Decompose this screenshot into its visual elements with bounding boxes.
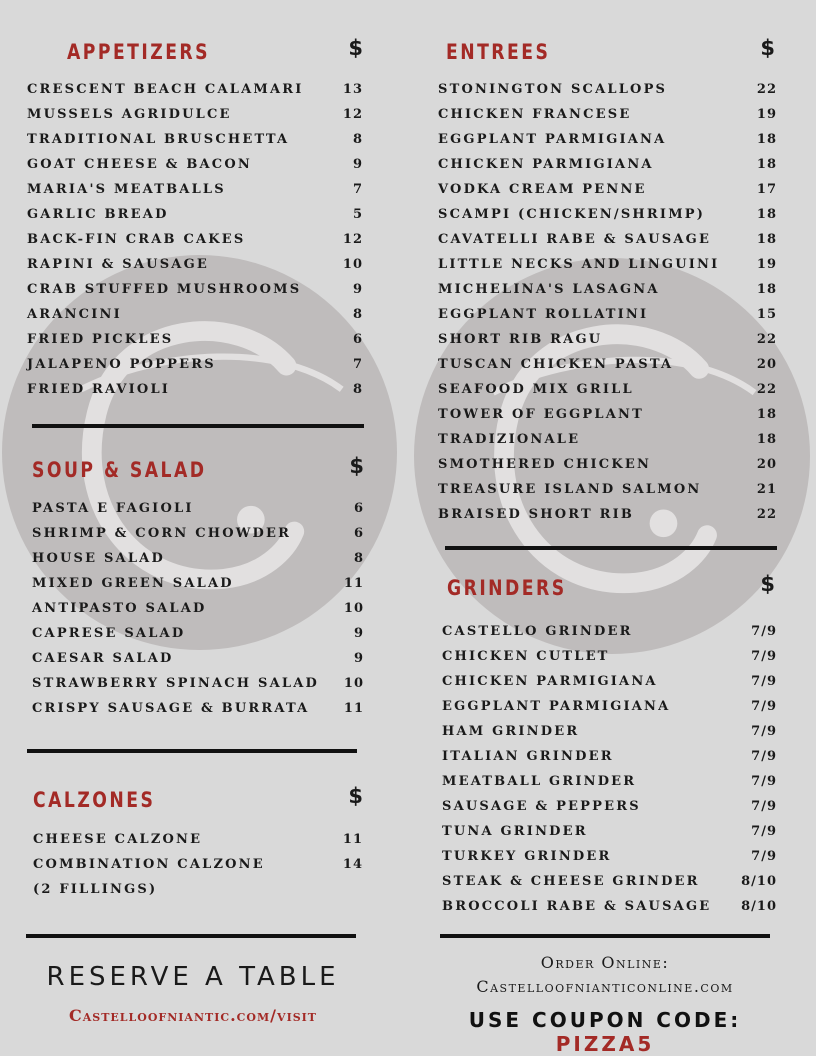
item-name: EGGPLANT PARMIGIANA xyxy=(438,132,667,147)
item-name: SHRIMP & CORN CHOWDER xyxy=(32,526,292,541)
item-price: 18 xyxy=(756,157,777,172)
item-price: 19 xyxy=(756,257,777,272)
item-price: 11 xyxy=(342,832,363,847)
item-price: 8/10 xyxy=(741,899,777,914)
item-name: STRAWBERRY SPINACH SALAD xyxy=(32,676,319,691)
item-name: SCAMPI (CHICKEN/SHRIMP) xyxy=(438,207,706,222)
menu-item xyxy=(32,521,364,546)
item-name: MARIA'S MEATBALLS xyxy=(27,182,226,197)
section-title: CALZONES xyxy=(33,788,156,812)
menu-item xyxy=(32,596,364,621)
dollar-sign: $ xyxy=(349,454,364,478)
item-price: 22 xyxy=(756,382,777,397)
item-name: BACK-FIN CRAB CAKES xyxy=(27,232,246,247)
item-name: STONINGTON SCALLOPS xyxy=(438,82,668,97)
item-price: 9 xyxy=(352,157,363,172)
menu-item xyxy=(442,869,777,894)
dollar-sign: $ xyxy=(348,36,363,60)
menu-item xyxy=(27,277,363,302)
reserve-url-link[interactable]: Castelloofniantic.com/visit xyxy=(69,1006,317,1025)
item-name: CAPRESE SALAD xyxy=(32,626,186,641)
item-name: SMOTHERED CHICKEN xyxy=(438,457,652,472)
item-name: CHICKEN FRANCESE xyxy=(438,107,632,122)
menu-item xyxy=(27,152,363,177)
item-name: TURKEY GRINDER xyxy=(442,849,612,864)
item-name: STEAK & CHEESE GRINDER xyxy=(442,874,700,889)
menu-item xyxy=(438,502,777,527)
menu-item xyxy=(438,427,777,452)
calzones-list xyxy=(33,827,363,902)
item-name: SAUSAGE & PEPPERS xyxy=(442,799,641,814)
section-divider xyxy=(440,934,770,938)
item-name: GOAT CHEESE & BACON xyxy=(27,157,252,172)
menu-item xyxy=(32,546,364,571)
coupon-label: USE COUPON CODE: xyxy=(468,1008,742,1032)
item-price: 7 xyxy=(352,357,363,372)
item-price: 8 xyxy=(352,307,363,322)
item-price: 13 xyxy=(342,82,363,97)
item-price: 10 xyxy=(343,676,364,691)
menu-item xyxy=(438,277,777,302)
item-name: CAESAR SALAD xyxy=(32,651,174,666)
item-name: HOUSE SALAD xyxy=(32,551,165,566)
item-name: TUNA GRINDER xyxy=(442,824,588,839)
menu-item xyxy=(442,769,777,794)
reserve-table-heading: RESERVE A TABLE xyxy=(46,962,340,992)
menu-item xyxy=(438,377,777,402)
section-title: GRINDERS xyxy=(447,576,567,600)
order-online-link[interactable]: Castelloofnianticonline.com xyxy=(476,977,734,996)
item-price: 6 xyxy=(352,332,363,347)
menu-item xyxy=(438,252,777,277)
entrees-list xyxy=(438,77,777,527)
section-divider xyxy=(27,749,357,753)
item-price: 7/9 xyxy=(751,799,777,814)
item-price: 6 xyxy=(353,526,364,541)
menu-item xyxy=(27,177,363,202)
menu-item xyxy=(27,77,363,102)
menu-item xyxy=(27,302,363,327)
item-price: 19 xyxy=(756,107,777,122)
menu-item xyxy=(438,402,777,427)
menu-item xyxy=(442,669,777,694)
menu-item xyxy=(438,177,777,202)
item-name: TOWER OF EGGPLANT xyxy=(438,407,644,422)
item-name: CRISPY SAUSAGE & BURRATA xyxy=(32,701,310,716)
dollar-sign: $ xyxy=(348,784,363,808)
menu-item xyxy=(438,477,777,502)
item-price: 7/9 xyxy=(751,824,777,839)
section-divider xyxy=(32,424,364,428)
section-title: APPETIZERS xyxy=(67,40,211,64)
item-price: 10 xyxy=(342,257,363,272)
section-title: ENTREES xyxy=(446,40,551,64)
item-name: MUSSELS AGRIDULCE xyxy=(27,107,232,122)
coupon-code: PIZZA5 xyxy=(555,1032,655,1056)
item-price: 15 xyxy=(756,307,777,322)
menu-item xyxy=(438,102,777,127)
item-price: 8/10 xyxy=(741,874,777,889)
item-price: 18 xyxy=(756,407,777,422)
item-price: 7/9 xyxy=(751,749,777,764)
item-price: 7 xyxy=(352,182,363,197)
menu-item xyxy=(442,819,777,844)
item-price: 18 xyxy=(756,132,777,147)
item-name: FRIED RAVIOLI xyxy=(27,382,171,397)
menu-item xyxy=(27,377,363,402)
item-price: 9 xyxy=(353,626,364,641)
item-name: JALAPENO POPPERS xyxy=(27,357,216,372)
item-price: 10 xyxy=(343,601,364,616)
menu-item xyxy=(27,102,363,127)
item-name: LITTLE NECKS AND LINGUINI xyxy=(438,257,720,272)
menu-item xyxy=(438,227,777,252)
menu-item xyxy=(27,202,363,227)
item-name: SHORT RIB RAGU xyxy=(438,332,603,347)
item-price: 22 xyxy=(756,332,777,347)
section-divider xyxy=(26,934,356,938)
item-name: GARLIC BREAD xyxy=(27,207,169,222)
item-name: VODKA CREAM PENNE xyxy=(438,182,647,197)
item-name: ANTIPASTO SALAD xyxy=(32,601,207,616)
menu-item xyxy=(32,696,364,721)
soup-salad-header xyxy=(32,454,364,488)
entrees-section xyxy=(438,36,777,530)
menu-item xyxy=(442,794,777,819)
menu-item xyxy=(27,252,363,277)
item-price: 7/9 xyxy=(751,674,777,689)
item-price: 21 xyxy=(756,482,777,497)
item-name: BROCCOLI RABE & SAUSAGE xyxy=(442,899,712,914)
grinders-header xyxy=(442,572,777,606)
section-title: SOUP & SALAD xyxy=(32,458,207,482)
item-name: MICHELINA'S LASAGNA xyxy=(438,282,660,297)
appetizers-header xyxy=(27,36,363,70)
item-name: COMBINATION CALZONE xyxy=(33,857,265,872)
item-price: 20 xyxy=(756,457,777,472)
item-price: 11 xyxy=(343,576,364,591)
item-name: CRESCENT BEACH CALAMARI xyxy=(27,82,304,97)
item-name: TRADITIONAL BRUSCHETTA xyxy=(27,132,290,147)
item-price: 6 xyxy=(353,501,364,516)
item-name: CHICKEN CUTLET xyxy=(442,649,610,664)
section-divider xyxy=(445,546,777,550)
appetizers-section xyxy=(27,36,363,410)
item-name: (2 FILLINGS) xyxy=(33,882,158,897)
menu-item xyxy=(33,877,363,902)
menu-item xyxy=(442,844,777,869)
coupon-line xyxy=(440,1008,770,1056)
order-online-label: Order Online: xyxy=(540,953,670,972)
item-price: 14 xyxy=(342,857,363,872)
item-name: CASTELLO GRINDER xyxy=(442,624,633,639)
menu-item xyxy=(32,671,364,696)
item-price: 9 xyxy=(353,651,364,666)
menu-item xyxy=(438,452,777,477)
item-name: TREASURE ISLAND SALMON xyxy=(438,482,702,497)
calzones-header xyxy=(33,784,363,818)
menu-item xyxy=(438,327,777,352)
item-price: 22 xyxy=(756,82,777,97)
menu-item xyxy=(27,327,363,352)
item-price: 8 xyxy=(352,132,363,147)
menu-item xyxy=(438,352,777,377)
menu-item xyxy=(438,127,777,152)
item-name: EGGPLANT ROLLATINI xyxy=(438,307,649,322)
item-price: 18 xyxy=(756,232,777,247)
menu-item xyxy=(442,619,777,644)
appetizers-list xyxy=(27,77,363,402)
item-price: 18 xyxy=(756,432,777,447)
menu-item xyxy=(442,719,777,744)
item-name: ITALIAN GRINDER xyxy=(442,749,614,764)
item-name: TUSCAN CHICKEN PASTA xyxy=(438,357,674,372)
item-price: 18 xyxy=(756,207,777,222)
menu-item xyxy=(438,152,777,177)
item-name: CHICKEN PARMIGIANA xyxy=(438,157,654,172)
item-name: ARANCINI xyxy=(27,307,122,322)
item-price: 17 xyxy=(756,182,777,197)
item-price: 7/9 xyxy=(751,649,777,664)
menu-item xyxy=(32,646,364,671)
menu-item xyxy=(438,202,777,227)
item-name: EGGPLANT PARMIGIANA xyxy=(442,699,671,714)
item-price: 7/9 xyxy=(751,849,777,864)
item-price: 9 xyxy=(352,282,363,297)
item-price: 8 xyxy=(352,382,363,397)
menu-item xyxy=(27,227,363,252)
item-name: CHEESE CALZONE xyxy=(33,832,203,847)
menu-item xyxy=(438,77,777,102)
menu-item xyxy=(442,894,777,919)
menu-item xyxy=(32,496,364,521)
menu-item xyxy=(33,827,363,852)
item-name: RAPINI & SAUSAGE xyxy=(27,257,209,272)
item-price: 7/9 xyxy=(751,724,777,739)
item-name: BRAISED SHORT RIB xyxy=(438,507,635,522)
item-name: MEATBALL GRINDER xyxy=(442,774,637,789)
item-price: 7/9 xyxy=(751,774,777,789)
menu-item xyxy=(442,694,777,719)
item-name: SEAFOOD MIX GRILL xyxy=(438,382,634,397)
item-price: 11 xyxy=(343,701,364,716)
menu-item xyxy=(438,302,777,327)
item-price: 5 xyxy=(352,207,363,222)
menu-item xyxy=(32,621,364,646)
menu-item xyxy=(32,571,364,596)
item-name: CRAB STUFFED MUSHROOMS xyxy=(27,282,302,297)
soup-salad-list xyxy=(32,496,364,721)
item-price: 22 xyxy=(756,507,777,522)
item-price: 12 xyxy=(342,107,363,122)
item-price: 20 xyxy=(756,357,777,372)
menu-item xyxy=(33,852,363,877)
dollar-sign: $ xyxy=(760,36,775,60)
item-name: CHICKEN PARMIGIANA xyxy=(442,674,658,689)
item-price: 7/9 xyxy=(751,699,777,714)
grinders-list xyxy=(442,619,777,919)
menu-item xyxy=(442,744,777,769)
grinders-section xyxy=(442,572,777,921)
soup-salad-section xyxy=(32,454,364,723)
item-name: CAVATELLI RABE & SAUSAGE xyxy=(438,232,712,247)
item-name: PASTA E FAGIOLI xyxy=(32,501,194,516)
dollar-sign: $ xyxy=(760,572,775,596)
item-price: 18 xyxy=(756,282,777,297)
calzones-section xyxy=(33,784,363,908)
item-name: HAM GRINDER xyxy=(442,724,580,739)
item-price: 12 xyxy=(342,232,363,247)
item-price: 7/9 xyxy=(751,624,777,639)
item-price: 8 xyxy=(353,551,364,566)
item-name: TRADIZIONALE xyxy=(438,432,581,447)
item-name: FRIED PICKLES xyxy=(27,332,174,347)
menu-item xyxy=(442,644,777,669)
entrees-header xyxy=(438,36,777,70)
item-name: MIXED GREEN SALAD xyxy=(32,576,234,591)
menu-item xyxy=(27,127,363,152)
menu-item xyxy=(27,352,363,377)
